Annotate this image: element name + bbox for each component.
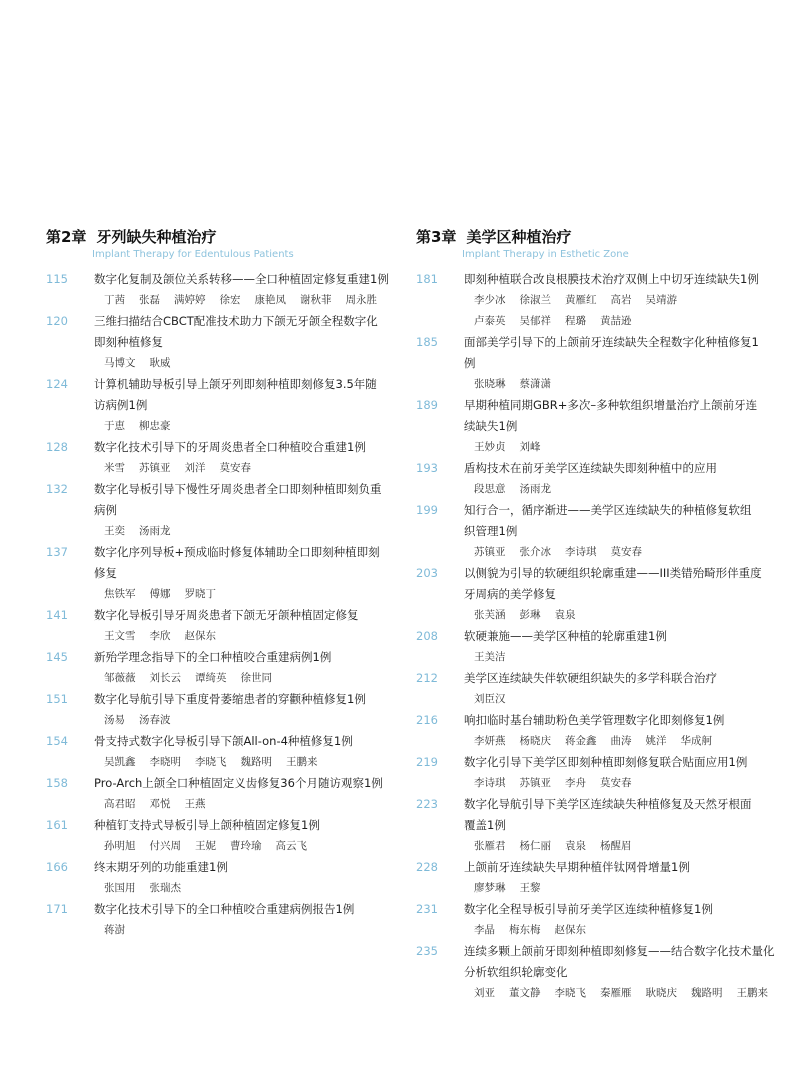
entry-body [94, 374, 386, 437]
entry-body [94, 731, 386, 773]
author-name: 李诗琪 [474, 777, 506, 789]
author-list [94, 668, 386, 689]
author-name: 傅娜 [149, 588, 171, 600]
author-name: 王鹏来 [286, 756, 318, 768]
entry-body [94, 899, 386, 941]
toc-entry[interactable] [416, 941, 775, 1004]
page-number: 145 [46, 650, 68, 664]
page-number: 219 [416, 755, 438, 769]
page-number: 185 [416, 335, 438, 349]
page-number: 171 [46, 902, 68, 916]
author-name: 王文雪 [104, 630, 136, 642]
author-name: 黄喆逊 [600, 315, 632, 327]
toc-entry[interactable] [46, 899, 386, 941]
toc-entry[interactable] [416, 395, 762, 458]
author-list [94, 794, 386, 815]
entry-title[interactable]: 种植钉支持式导板引导上颌种植固定修复1例 [94, 818, 320, 832]
author-name: 张介冰 [519, 546, 551, 558]
entry-title[interactable]: 上颌前牙连续缺失早期种植伴钛网骨增量1例 [464, 860, 690, 874]
entry-title[interactable]: 计算机辅助导板引导上颌牙列即刻种植即刻修复3.5年随访病例1例 [94, 377, 377, 412]
author-list [464, 479, 762, 500]
author-name: 吴郁祥 [519, 315, 551, 327]
author-name: 孙明旭 [104, 840, 136, 852]
author-name: 杨醒眉 [600, 840, 632, 852]
entry-body [464, 458, 762, 500]
author-name: 徐淑兰 [519, 294, 551, 306]
toc-entry[interactable] [416, 899, 762, 941]
author-name: 彭琳 [519, 609, 541, 621]
author-list [94, 290, 391, 311]
entry-title[interactable]: 数字化导航引导下重度骨萎缩患者的穿颧种植修复1例 [94, 692, 366, 706]
author-name: 周永胜 [345, 294, 377, 306]
entry-body [94, 311, 386, 374]
entry-body [464, 752, 762, 794]
author-name: 焦铁军 [104, 588, 136, 600]
page-number: 212 [416, 671, 438, 685]
author-list [94, 836, 386, 857]
chapter-subtitle: Implant Therapy for Edentulous Patients [92, 249, 294, 260]
author-name: 赵保东 [184, 630, 216, 642]
author-name: 张雁君 [474, 840, 506, 852]
author-name: 刘峰 [519, 441, 541, 453]
toc-entry[interactable] [416, 563, 762, 626]
page-number: 231 [416, 902, 438, 916]
author-name: 张磊 [139, 294, 160, 306]
page-number: 158 [46, 776, 68, 790]
author-name: 李诗琪 [565, 546, 597, 558]
author-list [464, 920, 762, 941]
author-name: 苏镇亚 [474, 546, 506, 558]
toc-entry[interactable] [416, 668, 762, 710]
entry-body [94, 647, 386, 689]
entry-title[interactable]: 面部美学引导下的上颌前牙连续缺失全程数字化种植修复1例 [464, 335, 759, 370]
author-name: 张瑞杰 [149, 882, 181, 894]
author-name: 姚洋 [645, 735, 667, 747]
author-list [464, 605, 762, 626]
author-list [94, 626, 386, 647]
author-list [94, 920, 386, 941]
entry-body [464, 668, 762, 710]
entry-title[interactable]: 早期种植同期GBR+多次–多种软组织增量治疗上颌前牙连续缺失1例 [464, 398, 758, 433]
author-name: 谭绮英 [195, 672, 227, 684]
toc-entry[interactable] [46, 857, 386, 899]
entry-title[interactable]: 数字化导板引导牙周炎患者下颌无牙颌种植固定修复 [94, 608, 359, 622]
author-name: 袁泉 [565, 840, 586, 852]
author-name: 汤易 [104, 714, 125, 726]
author-name: 汤雨龙 [519, 483, 551, 495]
author-list [464, 542, 762, 563]
author-list [464, 311, 762, 332]
author-name: 汤雨龙 [139, 525, 171, 537]
author-name: 邹薇薇 [104, 672, 136, 684]
entry-title[interactable]: 数字化复制及颌位关系转移——全口种植固定修复重建1例 [94, 272, 389, 286]
author-list [464, 773, 762, 794]
author-name: 米雪 [104, 462, 125, 474]
author-name: 刘长云 [149, 672, 181, 684]
author-name: 刘洋 [184, 462, 206, 474]
entry-title[interactable]: 知行合一，循序渐进——美学区连续缺失的种植修复软组织管理1例 [464, 503, 752, 538]
entry-title[interactable]: 骨支持式数字化导板引导下颌All-on-4种植修复1例 [94, 734, 353, 748]
author-list [464, 983, 782, 1004]
entry-body [464, 500, 762, 563]
toc-entry[interactable] [416, 857, 762, 899]
chapter-heading [46, 226, 386, 248]
entry-title[interactable]: 软硬兼施——美学区种植的轮廓重建1例 [464, 629, 667, 643]
entry-body [94, 605, 386, 647]
entry-title[interactable]: 新殆学理念指导下的全口种植咬合重建病例1例 [94, 650, 332, 664]
author-name: 李欣 [149, 630, 171, 642]
author-name: 曲涛 [610, 735, 632, 747]
author-name: 秦雁雁 [600, 987, 632, 999]
author-list [464, 290, 762, 311]
page-number: 132 [46, 482, 68, 496]
author-name: 莫安春 [219, 462, 251, 474]
entry-body [464, 710, 762, 752]
author-name: 卢泰英 [474, 315, 506, 327]
entry-body [464, 899, 762, 941]
author-name: 王妙贞 [474, 441, 506, 453]
author-name: 魏路明 [691, 987, 723, 999]
entry-body [464, 857, 762, 899]
author-name: 董文静 [509, 987, 541, 999]
author-name: 徐宏 [219, 294, 241, 306]
author-list [94, 353, 386, 374]
entry-title[interactable]: 即刻种植联合改良根膜技术治疗双侧上中切牙连续缺失1例 [464, 272, 759, 286]
author-list [464, 374, 762, 395]
page-number: 189 [416, 398, 438, 412]
author-name: 徐世同 [240, 672, 272, 684]
author-list [94, 710, 386, 731]
author-list [94, 458, 386, 479]
author-name: 王美洁 [474, 651, 506, 663]
entry-title[interactable]: 数字化序列导板+预成临时修复体辅助全口即刻种植即刻修复 [94, 545, 380, 580]
author-name: 蔡潇潇 [519, 378, 551, 390]
toc-entry[interactable] [46, 479, 386, 542]
page-number: 181 [416, 272, 438, 286]
toc-entry[interactable] [46, 605, 386, 647]
author-name: 程璐 [565, 315, 586, 327]
entry-title[interactable]: 美学区连续缺失伴软硬组织缺失的多学科联合治疗 [464, 671, 717, 685]
toc-entry[interactable] [46, 437, 386, 479]
author-name: 莫安春 [600, 777, 632, 789]
entry-title[interactable]: 终末期牙列的功能重建1例 [94, 860, 228, 874]
toc-entry[interactable] [46, 689, 386, 731]
entry-title[interactable]: 数字化全程导板引导前牙美学区连续种植修复1例 [464, 902, 713, 916]
author-name: 耿晓庆 [645, 987, 677, 999]
author-name: 黄雁红 [565, 294, 597, 306]
chapter-2-column [46, 226, 389, 941]
author-name: 张芙涵 [474, 609, 506, 621]
toc-entry[interactable] [46, 647, 386, 689]
page-number: 154 [46, 734, 68, 748]
author-name: 梅东梅 [509, 924, 541, 936]
entry-body [464, 332, 762, 395]
author-name: 苏镇亚 [139, 462, 171, 474]
author-name: 罗晓丁 [184, 588, 216, 600]
author-name: 刘亚 [474, 987, 495, 999]
author-name: 王鹏来 [736, 987, 768, 999]
author-name: 康艳凤 [254, 294, 286, 306]
author-name: 曹玲瑜 [230, 840, 262, 852]
entry-title[interactable]: 连续多颗上颌前牙即刻种植即刻修复——结合数字化技术量化分析软组织轮廓变化 [464, 944, 775, 979]
toc-entry[interactable] [416, 458, 762, 500]
author-name: 杨仁丽 [519, 840, 551, 852]
entry-body [94, 815, 386, 857]
author-list [94, 584, 386, 605]
author-list [464, 689, 762, 710]
author-name: 邓悦 [149, 798, 171, 810]
toc-entry[interactable] [46, 374, 386, 437]
entry-body [94, 437, 386, 479]
page-number: 128 [46, 440, 68, 454]
author-name: 王奕 [104, 525, 125, 537]
entry-body [464, 941, 782, 1004]
entry-body [94, 857, 386, 899]
entry-title[interactable]: Pro-Arch上颌全口种植固定义齿修复36个月随访观察1例 [94, 776, 383, 790]
author-list [94, 416, 386, 437]
toc-entry[interactable] [416, 710, 762, 752]
author-name: 满婷婷 [174, 294, 206, 306]
chapter-3-column [416, 226, 775, 1004]
author-list [464, 647, 762, 668]
toc-entry[interactable] [46, 731, 386, 773]
entry-body [464, 269, 762, 332]
page-number: 199 [416, 503, 438, 517]
author-name: 李舟 [565, 777, 586, 789]
toc-entry[interactable] [46, 773, 386, 815]
author-name: 丁茜 [104, 294, 125, 306]
author-name: 蒋澍 [104, 924, 125, 936]
page-number: 137 [46, 545, 68, 559]
page-number: 203 [416, 566, 438, 580]
author-name: 李妍燕 [474, 735, 506, 747]
chapter-title: 牙列缺失种植治疗 [96, 228, 217, 246]
entry-body [94, 269, 391, 311]
toc-entry[interactable] [416, 626, 762, 668]
author-name: 高君昭 [104, 798, 136, 810]
author-name: 柳忠豪 [139, 420, 171, 432]
author-name: 马博文 [104, 357, 136, 369]
author-name: 杨晓庆 [519, 735, 551, 747]
entry-body [94, 479, 386, 542]
chapter-number: 第3章 [416, 228, 457, 246]
author-name: 李晶 [474, 924, 495, 936]
author-list [94, 878, 386, 899]
author-name: 付兴周 [149, 840, 181, 852]
author-name: 刘臣汉 [474, 693, 506, 705]
page-number: 161 [46, 818, 68, 832]
author-name: 段思意 [474, 483, 506, 495]
page-number: 120 [46, 314, 68, 328]
toc-entry[interactable] [416, 794, 762, 857]
page-number: 124 [46, 377, 68, 391]
author-name: 谢秋菲 [300, 294, 332, 306]
chapter-subtitle: Implant Therapy in Esthetic Zone [462, 249, 629, 260]
toc-entry[interactable] [46, 815, 386, 857]
author-name: 赵保东 [554, 924, 586, 936]
toc-entry[interactable] [46, 542, 386, 605]
author-name: 华成舸 [680, 735, 712, 747]
entry-title[interactable]: 盾构技术在前牙美学区连续缺失即刻种植中的应用 [464, 461, 717, 475]
entry-body [94, 689, 386, 731]
toc-entry[interactable] [416, 500, 762, 563]
author-name: 王黎 [519, 882, 541, 894]
author-name: 高云飞 [275, 840, 307, 852]
author-name: 汤春波 [139, 714, 171, 726]
entry-title[interactable]: 数字化技术引导下的全口种植咬合重建病例报告1例 [94, 902, 355, 916]
entry-title[interactable]: 数字化技术引导下的牙周炎患者全口种植咬合重建1例 [94, 440, 366, 454]
entry-title[interactable]: 以侧貌为引导的软硬组织轮廓重建——III类错殆畸形伴重度牙周病的美学修复 [464, 566, 762, 601]
toc-entry[interactable] [46, 311, 386, 374]
author-name: 魏路明 [240, 756, 272, 768]
chapter-title: 美学区种植治疗 [466, 228, 572, 246]
entry-body [464, 626, 762, 668]
author-name: 吴凯鑫 [104, 756, 136, 768]
author-name: 李晓飞 [554, 987, 586, 999]
entry-title[interactable]: 数字化导板引导下慢性牙周炎患者全口即刻种植即刻负重病例 [94, 482, 382, 517]
author-name: 张晓琳 [474, 378, 506, 390]
author-list [464, 878, 762, 899]
author-list [464, 836, 762, 857]
author-name: 吴靖游 [645, 294, 677, 306]
entry-title[interactable]: 三维扫描结合CBCT配准技术助力下颌无牙颌全程数字化即刻种植修复 [94, 314, 378, 349]
page-number: 166 [46, 860, 68, 874]
page-number: 115 [46, 272, 68, 286]
page-number: 151 [46, 692, 68, 706]
author-name: 于恵 [104, 420, 125, 432]
author-name: 莫安春 [610, 546, 642, 558]
author-name: 王燕 [184, 798, 206, 810]
author-name: 高岩 [610, 294, 632, 306]
toc-entry[interactable] [416, 332, 762, 395]
toc-entry[interactable] [416, 752, 762, 794]
entry-title[interactable]: 响扣临时基台辅助粉色美学管理数字化即刻修复1例 [464, 713, 725, 727]
author-list [464, 731, 762, 752]
chapter-heading [416, 226, 762, 248]
author-name: 张国用 [104, 882, 136, 894]
author-list [94, 752, 386, 773]
toc-entry[interactable] [46, 269, 389, 311]
page-number: 228 [416, 860, 438, 874]
chapter-number: 第2章 [46, 228, 87, 246]
page-number: 141 [46, 608, 68, 622]
author-name: 廖梦琳 [474, 882, 506, 894]
page-number: 216 [416, 713, 438, 727]
entry-body [94, 542, 386, 605]
author-name: 李晓明 [149, 756, 181, 768]
page-number: 193 [416, 461, 438, 475]
entry-title[interactable]: 数字化引导下美学区即刻种植即刻修复联合贴面应用1例 [464, 755, 748, 769]
entry-title[interactable]: 数字化导航引导下美学区连续缺失种植修复及天然牙根面覆盖1例 [464, 797, 752, 832]
page-number: 208 [416, 629, 438, 643]
author-list [464, 437, 762, 458]
author-list [94, 521, 386, 542]
page-number: 223 [416, 797, 438, 811]
page-number: 235 [416, 944, 438, 958]
entry-body [464, 794, 762, 857]
entry-body [464, 563, 762, 626]
toc-entry[interactable] [416, 269, 762, 332]
author-name: 苏镇亚 [519, 777, 551, 789]
author-name: 袁泉 [554, 609, 576, 621]
entry-body [464, 395, 762, 458]
author-name: 李晓飞 [195, 756, 227, 768]
entry-body [94, 773, 386, 815]
author-name: 王妮 [195, 840, 216, 852]
author-name: 李少冰 [474, 294, 506, 306]
author-name: 蒋金鑫 [565, 735, 597, 747]
author-name: 耿威 [149, 357, 171, 369]
